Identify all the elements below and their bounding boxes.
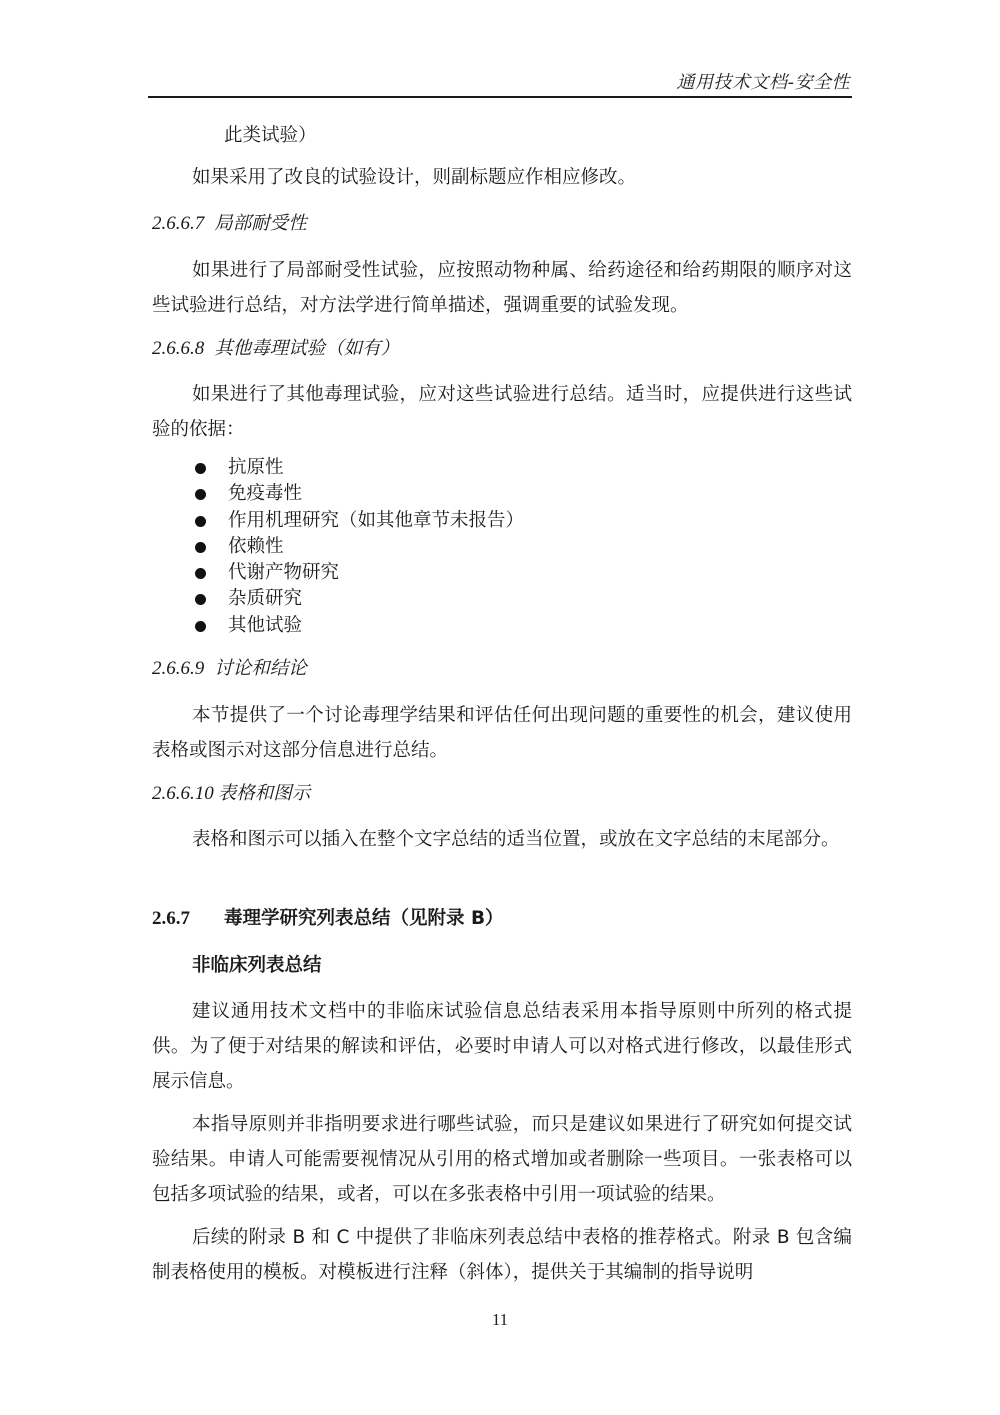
bullet-icon <box>195 463 206 474</box>
paragraph: 如果进行了其他毒理试验，应对这些试验进行总结。适当时，应提供进行这些试验的依据： <box>152 384 852 440</box>
list-item-text: 免疫毒性 <box>228 483 303 505</box>
bullet-icon <box>195 594 206 605</box>
subheading-nonclinical-summary: 非临床列表总结 <box>192 955 322 976</box>
continuation-block <box>152 118 852 153</box>
bullet-icon <box>195 568 206 579</box>
list-item-text: 依赖性 <box>228 535 284 557</box>
header-title: 通用技术文档-安全性 <box>676 72 850 93</box>
bullet-icon <box>195 516 206 527</box>
section-title: 其他毒理试验（如有） <box>214 338 400 359</box>
modified-design-block <box>152 160 852 195</box>
section-2-6-6-7-body <box>152 253 852 323</box>
paragraph: 本指导原则并非指明要求进行哪些试验，而只是建议如果进行了研究如何提交试验结果。申请人可能需要视情况从引用的格式增加或者删除一些项目。一张表格可以包括多项试验的结果，或者，可以在多张表格中引用一项试验的结果。 <box>152 1114 852 1205</box>
section-title: 表格和图示 <box>217 783 311 804</box>
list-item <box>152 560 852 586</box>
paragraph: 后续的附录 B 和 C 中提供了非临床列表总结中表格的推荐格式。附录 B 包含编制表格使用的模板。对模板进行注释（斜体），提供关于其编制的指导说明 <box>152 1227 852 1283</box>
list-item-text: 代谢产物研究 <box>228 562 340 584</box>
paragraph: 建议通用技术文档中的非临床试验信息总结表采用本指导原则中所列的格式提供。为了便于对结果的解读和评估，必要时申请人可以对格式进行修改，以最佳形式展示信息。 <box>152 1001 852 1092</box>
continuation-line: 此类试验） <box>224 125 317 146</box>
heading-2-6-6-10 <box>152 776 852 811</box>
list-item <box>152 455 852 481</box>
bullet-icon <box>195 489 206 500</box>
section-2-6-7-paragraph-3 <box>152 1220 852 1290</box>
section-number: 2.6.6.9 <box>152 658 205 679</box>
paragraph: 本节提供了一个讨论毒理学结果和评估任何出现问题的重要性的机会，建议使用表格或图示对这部分信息进行总结。 <box>152 705 852 761</box>
bullet-icon <box>195 621 206 632</box>
paragraph: 表格和图示可以插入在整个文字总结的适当位置，或放在文字总结的末尾部分。 <box>192 829 840 850</box>
bullet-list <box>152 455 852 639</box>
bullet-icon <box>195 542 206 553</box>
list-item <box>152 508 852 534</box>
section-title: 讨论和结论 <box>214 658 307 679</box>
section-title: 局部耐受性 <box>214 213 307 234</box>
paragraph-modified-design: 如果采用了改良的试验设计，则副标题应作相应修改。 <box>192 167 637 188</box>
page-header <box>148 66 852 98</box>
section-2-6-6-8-body <box>152 377 852 447</box>
section-number: 2.6.7 <box>152 908 190 929</box>
heading-2-6-6-9 <box>152 651 852 686</box>
list-item <box>152 586 852 612</box>
heading-2-6-6-7 <box>152 206 852 241</box>
list-item-text: 杂质研究 <box>228 588 303 610</box>
section-2-6-7-paragraph-1 <box>152 994 852 1099</box>
section-title: 毒理学研究列表总结（见附录 B） <box>224 908 504 929</box>
list-item-text: 作用机理研究（如其他章节未报告） <box>228 509 525 531</box>
section-2-6-6-9-body <box>152 698 852 768</box>
page-number: 11 <box>491 1310 509 1329</box>
section-number: 2.6.6.7 <box>152 213 205 234</box>
list-item <box>152 613 852 639</box>
section-2-6-7-paragraph-2 <box>152 1107 852 1212</box>
heading-2-6-7 <box>152 901 852 936</box>
section-number: 2.6.6.8 <box>152 338 205 359</box>
paragraph: 如果进行了局部耐受性试验，应按照动物种属、给药途径和给药期限的顺序对这些试验进行总结，对方法学进行简单描述，强调重要的试验发现。 <box>152 260 852 316</box>
section-2-6-6-10-body <box>152 822 852 857</box>
list-item-text: 其他试验 <box>228 614 303 636</box>
section-number: 2.6.6.10 <box>152 783 214 804</box>
list-item <box>152 534 852 560</box>
list-item-text: 抗原性 <box>228 457 284 478</box>
heading-2-6-6-8 <box>152 331 852 366</box>
list-item <box>152 481 852 507</box>
bullet-list-block <box>152 455 852 639</box>
